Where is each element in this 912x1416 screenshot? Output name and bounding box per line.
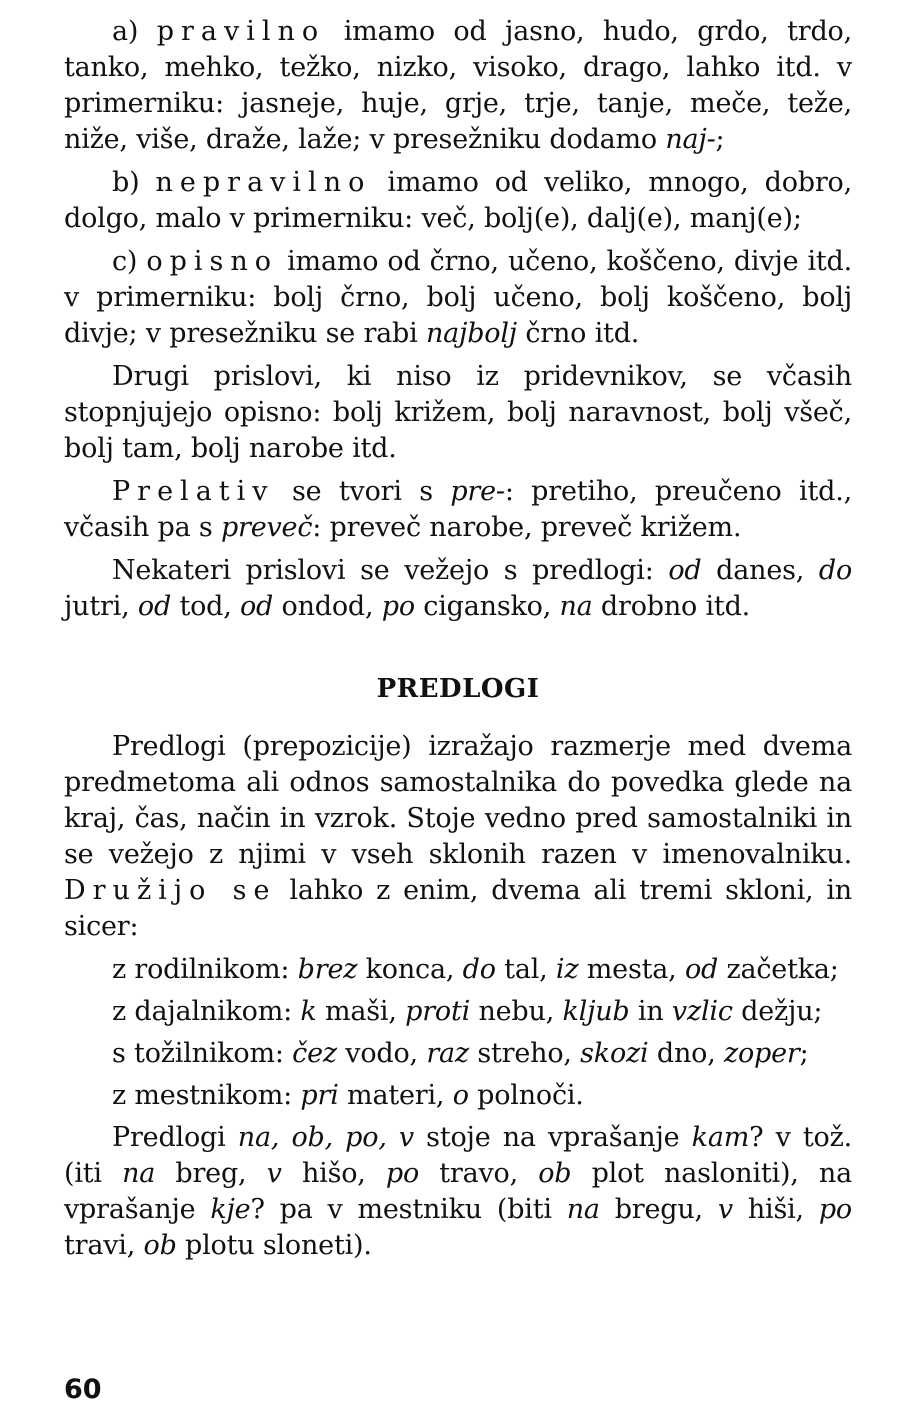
- italic-term: zoper: [723, 1038, 800, 1069]
- italic-term: ob: [143, 1230, 177, 1261]
- spaced-term: pravilno: [156, 16, 326, 47]
- italic-term: čez: [292, 1038, 337, 1069]
- italic-term: po: [385, 1158, 420, 1189]
- spaced-term: Družijo se: [64, 875, 277, 906]
- paragraph: Nekateri prislovi se vežejo s predlogi: od danes, do jutri, od tod, od ondod, po cigansko, na drobno itd.: [64, 555, 852, 622]
- italic-term: po: [381, 591, 415, 622]
- example-line: z rodilnikom: brez konca, do tal, iz mesta, od začetka;: [112, 954, 839, 985]
- italic-term: v: [266, 1158, 282, 1189]
- example-line: z mestnikom: pri materi, o polnoči.: [112, 1080, 584, 1111]
- paragraph: Drugi prislovi, ki niso iz pridevnikov, se včasih stopnjujejo opisno: bolj križem, bolj naravnost, bolj všeč, bolj tam, bolj narobe itd.: [64, 361, 852, 464]
- adverb-comparison-section: [64, 14, 852, 625]
- italic-term: do: [818, 555, 852, 586]
- italic-term: naj-: [665, 124, 716, 155]
- spaced-term: opisno: [146, 246, 279, 277]
- italic-term: ob: [538, 1158, 572, 1189]
- paragraph: Predlogi na, ob, po, v stoje na vprašanje kam? v tož. (iti na breg, v hišo, po travo, ob plot nasloniti), na vprašanje kje? pa v mestniku (biti na bregu, v hiši, po travi, ob plotu sloneti).: [64, 1122, 852, 1261]
- italic-term: od: [684, 954, 719, 985]
- section-heading: PREDLOGI: [376, 674, 540, 704]
- italic-term: pri: [300, 1080, 339, 1111]
- italic-term: o: [452, 1080, 469, 1111]
- spaced-term: nepravilno: [155, 167, 372, 198]
- prepositions-section: [64, 729, 852, 1264]
- paragraph: a) pravilno imamo od jasno, hudo, grdo, trdo, tanko, mehko, težko, nizko, visoko, drago, lahko itd. v primerniku: jasneje, huje, grje, trje, tanje, meče, teže, niže, više, draže, laže; v presežniku dodamo naj-;: [64, 16, 852, 155]
- example-line: s tožilnikom: čez vodo, raz streho, skozi dno, zoper;: [112, 1038, 809, 1069]
- italic-term: iz: [555, 954, 579, 985]
- paragraph: b) nepravilno imamo od veliko, mnogo, dobro, dolgo, malo v primerniku: več, bolj(e), dalj(e), manj(e);: [64, 167, 852, 234]
- italic-term: od: [668, 555, 702, 586]
- paragraph: c) opisno imamo od črno, učeno, koščeno, divje itd. v primerniku: bolj črno, bolj učeno, bolj koščeno, bolj divje; v presežniku se rabi najbolj črno itd.: [64, 246, 852, 349]
- italic-term: k: [300, 996, 317, 1027]
- italic-term: skozi: [580, 1038, 649, 1069]
- page-number: 60: [64, 1374, 102, 1405]
- italic-term: na: [559, 591, 593, 622]
- italic-term: kljub: [562, 996, 630, 1027]
- italic-term: na: [566, 1194, 600, 1225]
- italic-term: najbolj: [425, 318, 517, 349]
- italic-term: raz: [426, 1038, 469, 1069]
- italic-term: kam: [691, 1122, 750, 1153]
- italic-term: preveč: [220, 512, 313, 543]
- italic-term: brez: [297, 954, 358, 985]
- italic-term: vzlic: [671, 996, 733, 1027]
- italic-term: od: [137, 591, 172, 622]
- italic-term: v: [717, 1194, 733, 1225]
- example-line: z dajalnikom: k maši, proti nebu, kljub in vzlic dežju;: [112, 996, 823, 1027]
- italic-term: od: [240, 591, 274, 622]
- spaced-term: Prelativ: [112, 476, 275, 507]
- italic-term: na, ob, po, v: [237, 1122, 414, 1153]
- italic-term: kje: [210, 1194, 251, 1225]
- italic-term: po: [818, 1194, 852, 1225]
- italic-term: na: [122, 1158, 156, 1189]
- italic-term: pre-: [450, 476, 505, 507]
- page-body: [64, 14, 852, 1271]
- paragraph: Prelativ se tvori s pre-: pretiho, preučeno itd., včasih pa s preveč: preveč narobe, preveč križem.: [64, 476, 852, 543]
- paragraph: Predlogi (prepozicije) izražajo razmerje med dvema predmetoma ali odnos samostalnika do povedka glede na kraj, čas, način in vzrok. Stoje vedno pred samostalniki in se vežejo z njimi v vseh sklonih razen v imenovalniku. Družijo se lahko z enim, dvema ali tremi skloni, in sicer:: [64, 731, 852, 942]
- italic-term: do: [462, 954, 496, 985]
- italic-term: proti: [405, 996, 471, 1027]
